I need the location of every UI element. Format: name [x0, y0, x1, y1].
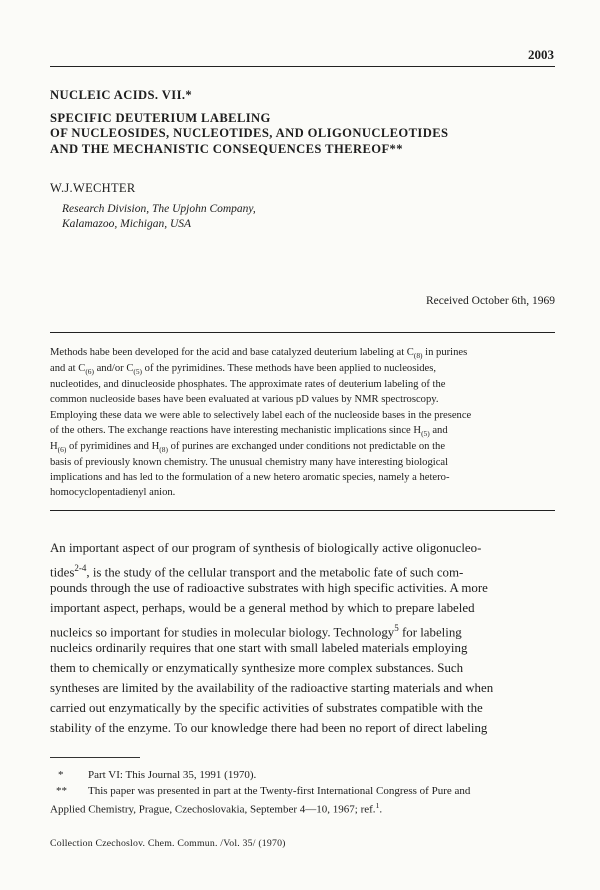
body-line: tides$^{2-4}$, is the study of the cellular transport and the metabolic fate of such com- [50, 563, 464, 580]
page-number: 2003 [528, 47, 554, 62]
body-line: stability of the enzyme. To our knowledge there had been no report of direct labeling [50, 721, 488, 735]
abstract-rule-bottom [50, 510, 555, 511]
abstract-line: Employing these data we were able to selectively label each of the nucleoside bases in the presence [50, 410, 472, 421]
article-title-line-1: SPECIFIC DEUTERIUM LABELING [50, 111, 271, 125]
abstract-line: and at $C_{(6)}$ and/or $C_{(5)}$ of the pyrimidines. These methods have been applied to nucleosides, [50, 363, 437, 377]
abstract-line: basis of previously known chemistry. The unusual chemistry many have interesting biological [50, 457, 449, 468]
body-line: syntheses are limited by the availability of the radioactive starting materials and when [50, 681, 494, 695]
abstract-line: nucleotides, and dinucleoside phosphates. The approximate rates of deuterium labeling of the [50, 379, 446, 390]
body-line: An important aspect of our program of synthesis of biologically active oligonucleo- [50, 541, 482, 555]
article-title-line-2: OF NUCLEOSIDES, NUCLEOTIDES, AND OLIGONUCLEOTIDES [50, 126, 449, 140]
abstract-line: Methods habe been developed for the acid and base catalyzed deuterium labeling at $C_{(8)}$ in purines [50, 347, 468, 361]
body-line: them to chemically or enzymatically synthesize more complex substances. Such [50, 661, 464, 675]
affiliation-line-2: Kalamazoo, Michigan, USA [62, 218, 192, 230]
journal-footer: Collection Czechoslov. Chem. Commun. /Vol. 35/ (1970) [50, 838, 286, 849]
abstract-line: of the others. The exchange reactions have interesting mechanistic implications since $H_{(5)}$ and [50, 425, 448, 439]
body-line: pounds through the use of radioactive substrates with high specific activities. A more [50, 581, 488, 595]
abstract-line: common nucleoside bases have been evaluated at various pD values by NMR spectroscopy. [50, 394, 439, 405]
abstract-line: $H_{(6)}$ of pyrimidines and $H_{(8)}$ of purines are exchanged under conditions not predictable on the [50, 441, 446, 455]
footnote-text: Applied Chemistry, Prague, Czechoslovakia, September 4—10, 1967; ref.$^1$. [50, 801, 383, 816]
abstract-line: implications and has led to the formulation of a new hetero aromatic species, namely a hetero- [50, 472, 450, 483]
footnote-marker: ** [56, 785, 67, 797]
article-title-line-3: AND THE MECHANISTIC CONSEQUENCES THEREOF** [50, 142, 403, 156]
body-line: nucleics ordinarily requires that one start with small labeled materials employing [50, 641, 468, 655]
body-line: nucleics so important for studies in molecular biology. Technology$^5$ for labeling [50, 623, 462, 640]
body-line: important aspect, perhaps, would be a general method by which to prepare labeled [50, 601, 475, 615]
header-rule [50, 66, 555, 67]
affiliation-line-1: Research Division, The Upjohn Company, [62, 203, 256, 215]
footnote-marker: * [58, 769, 64, 781]
received-date: Received October 6th, 1969 [425, 295, 555, 307]
series-title: NUCLEIC ACIDS. VII.* [50, 88, 193, 102]
footnote-text: This paper was presented in part at the Twenty-first International Congress of Pure and [88, 785, 471, 797]
author-name: W.J.WECHTER [50, 181, 136, 195]
abstract-line: homocyclopentadienyl anion. [50, 487, 176, 498]
footnote-rule [50, 757, 140, 758]
footnote-text: Part VI: This Journal 35, 1991 (1970). [88, 769, 257, 781]
body-line: carried out enzymatically by the specific activities of substrates compatible with the [50, 701, 483, 715]
abstract-rule-top [50, 332, 555, 333]
